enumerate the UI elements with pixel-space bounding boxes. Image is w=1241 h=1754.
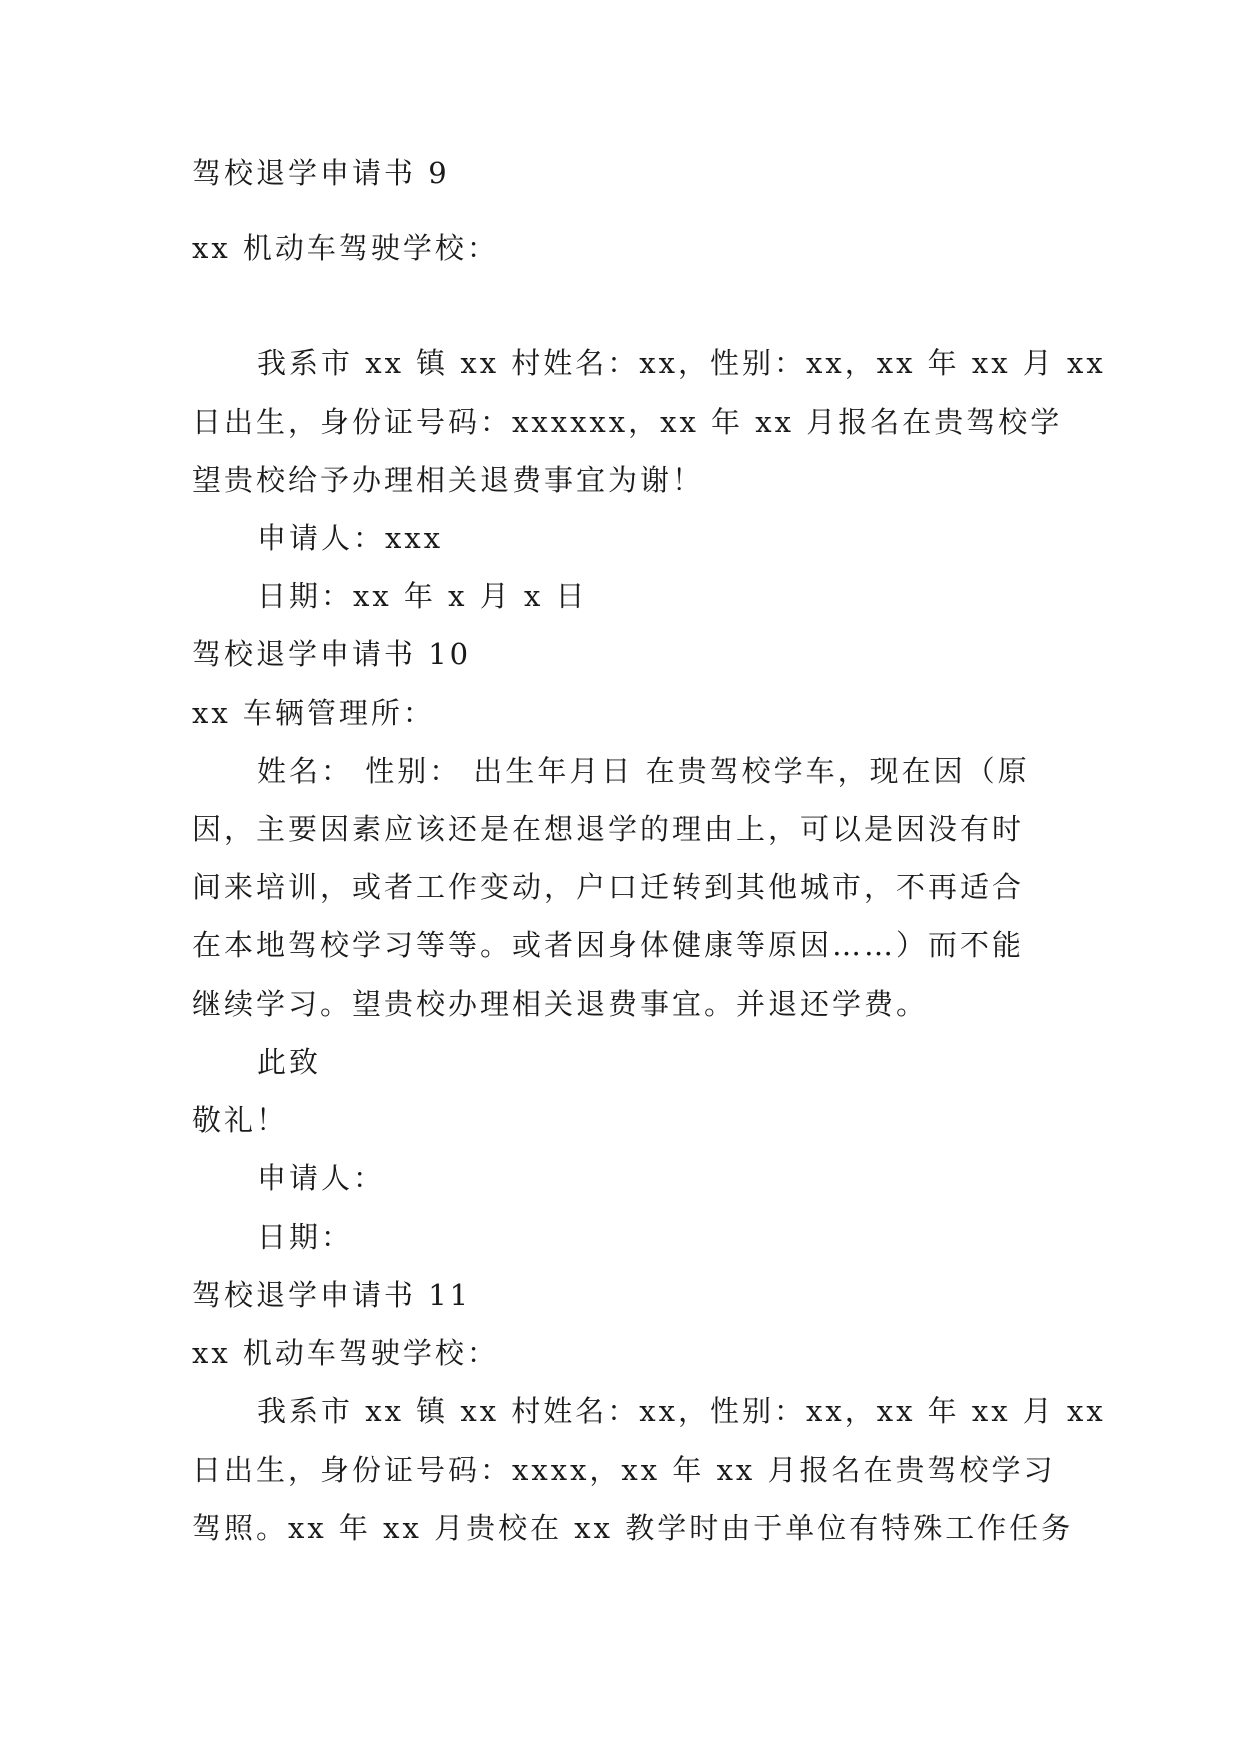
letter-11-body-line: 驾照。xx 年 xx 月贵校在 xx 教学时由于单位有特殊工作任务	[192, 1511, 1074, 1545]
letter-9-applicant: 申请人：xxx	[257, 521, 444, 555]
letter-11-title: 驾校退学申请书 11	[192, 1278, 472, 1312]
letter-11-body-line: 日出生，身份证号码：xxxx，xx 年 xx 月报名在贵驾校学习	[192, 1453, 1056, 1487]
letter-9-date: 日期：xx 年 x 月 x 日	[257, 579, 588, 613]
letter-10-body-line: 在本地驾校学习等等。或者因身体健康等原因……）而不能	[192, 928, 1025, 962]
letter-9-body-line: 日出生，身份证号码：xxxxxx，xx 年 xx 月报名在贵驾校学	[192, 405, 1063, 439]
letter-10-body-line: 姓名： 性别： 出生年月日 在贵驾校学车，现在因（原	[257, 754, 1030, 788]
letter-9-body-line: 我系市 xx 镇 xx 村姓名：xx，性别：xx，xx 年 xx 月 xx	[257, 346, 1106, 380]
letter-9-title: 驾校退学申请书 9	[192, 156, 450, 190]
letter-10-closing: 此致	[257, 1045, 322, 1079]
letter-10-body-line: 继续学习。望贵校办理相关退费事宜。并退还学费。	[192, 987, 929, 1021]
letter-10-addressee: xx 车辆管理所：	[192, 696, 435, 730]
letter-10-body-line: 间来培训，或者工作变动，户口迁转到其他城市，不再适合	[192, 870, 1025, 904]
letter-10-body-line: 因，主要因素应该还是在想退学的理由上，可以是因没有时	[192, 812, 1025, 846]
letter-11-body-line: 我系市 xx 镇 xx 村姓名：xx，性别：xx，xx 年 xx 月 xx	[257, 1394, 1106, 1428]
letter-9-body-line: 望贵校给予办理相关退费事宜为谢！	[192, 463, 705, 497]
letter-10-applicant: 申请人：	[257, 1161, 386, 1195]
letter-10-salutation: 敬礼！	[192, 1103, 289, 1137]
letter-9-addressee: xx 机动车驾驶学校：	[192, 231, 499, 265]
letter-11-addressee: xx 机动车驾驶学校：	[192, 1336, 499, 1370]
letter-10-date: 日期：	[257, 1220, 354, 1254]
letter-10-title: 驾校退学申请书 10	[192, 637, 472, 671]
